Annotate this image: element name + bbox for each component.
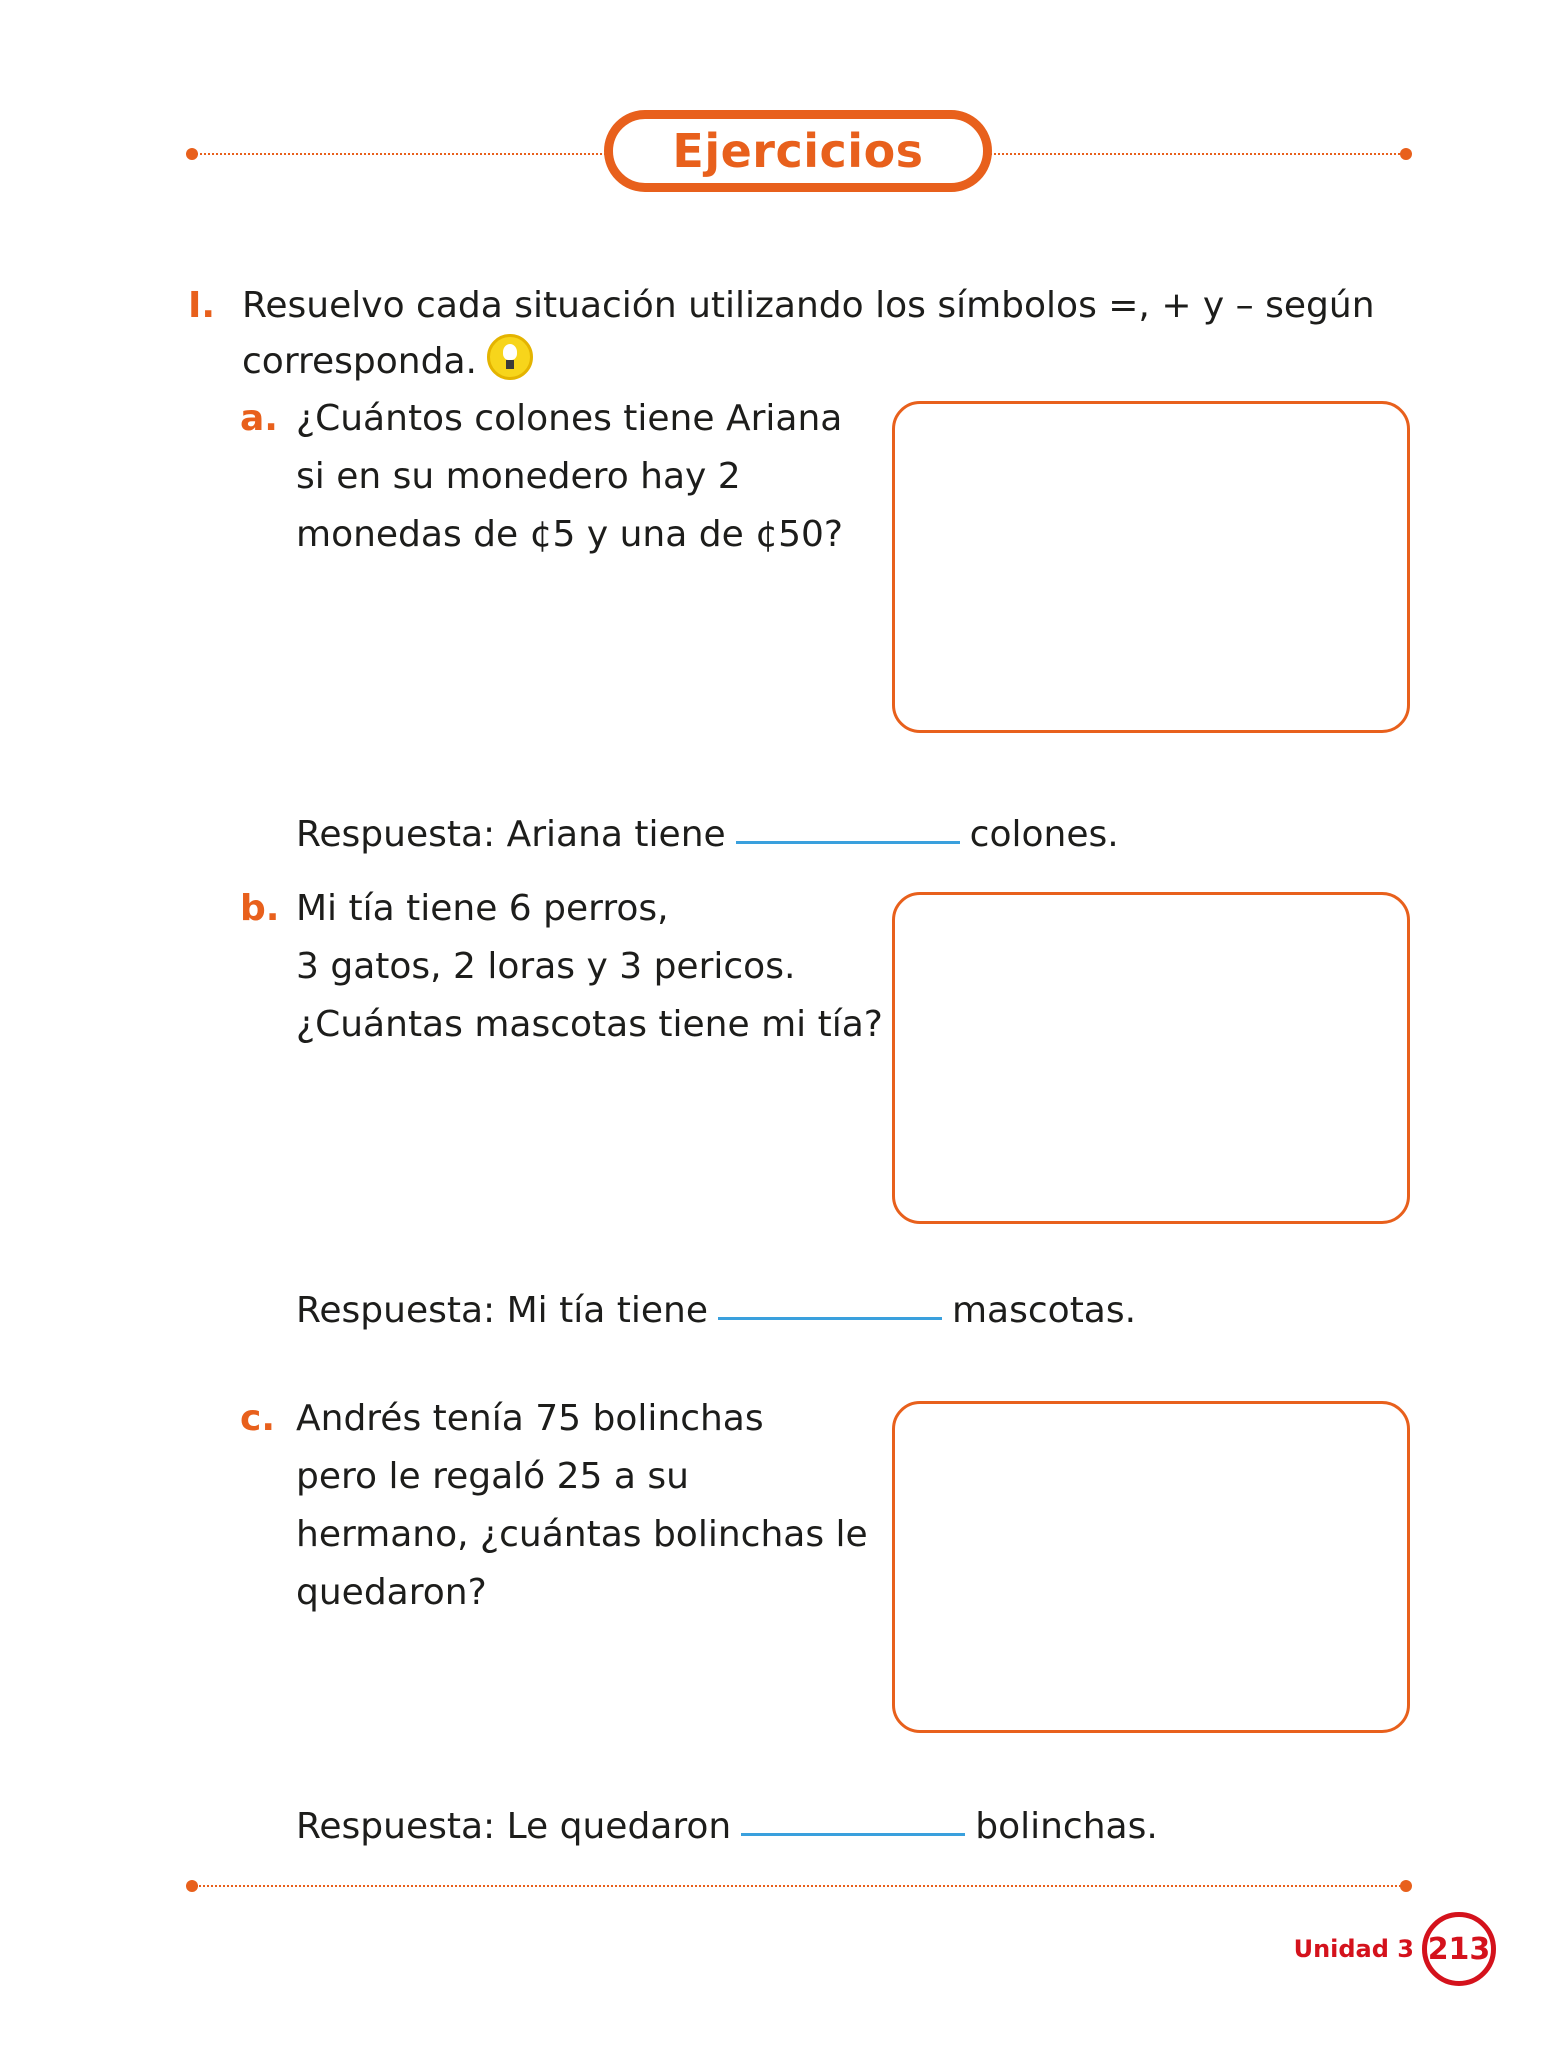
item-c-answer-box[interactable] (892, 1401, 1410, 1733)
item-a-answer-blank[interactable] (736, 841, 960, 844)
item-b-answer-suffix: mascotas. (951, 1290, 1137, 1331)
item-c-answer-blank[interactable] (741, 1833, 965, 1836)
section-title-pill (604, 110, 992, 192)
bottom-rule (196, 1885, 1404, 1887)
bottom-rule-dot-left (186, 1880, 198, 1892)
page-footer (1294, 1912, 1496, 1986)
item-c-line-4: quedaron? (296, 1572, 487, 1613)
bottom-rule-dot-right (1400, 1880, 1412, 1892)
top-rule-dot-left (186, 148, 198, 160)
item-c-answer-suffix: bolinchas. (975, 1806, 1158, 1847)
item-a-line-2: si en su monedero hay 2 (296, 456, 741, 497)
instruction-line-2: corresponda. (242, 341, 477, 382)
item-a-letter: a. (240, 398, 278, 439)
item-b-answer-blank[interactable] (718, 1317, 942, 1320)
page-number: 213 (1427, 1931, 1491, 1967)
item-b-answer-box[interactable] (892, 892, 1410, 1224)
exercise-number: I. (188, 285, 216, 326)
unit-label: Unidad 3 (1293, 1935, 1414, 1963)
item-b-line-2: 3 gatos, 2 loras y 3 pericos. (296, 946, 796, 987)
item-a-answer-suffix: colones. (969, 814, 1119, 855)
item-b-answer-row (296, 1282, 1136, 1340)
item-b-line-3: ¿Cuántas mascotas tiene mi tía? (296, 1004, 883, 1045)
top-rule-left (196, 153, 606, 155)
item-a-line-1: ¿Cuántos colones tiene Ariana (296, 398, 843, 439)
item-c-answer-row (296, 1798, 1158, 1856)
top-rule-right (990, 153, 1404, 155)
item-b-answer-prefix: Respuesta: Mi tía tiene (296, 1290, 708, 1331)
item-a-answer-prefix: Respuesta: Ariana tiene (296, 814, 726, 855)
section-title: Ejercicios (672, 124, 924, 178)
item-a-answer-box[interactable] (892, 401, 1410, 733)
item-c-letter: c. (240, 1398, 276, 1439)
item-a-line-3: monedas de ¢5 y una de ¢50? (296, 514, 844, 555)
instruction-line-2-wrap (242, 333, 533, 391)
item-c-answer-prefix: Respuesta: Le quedaron (296, 1806, 732, 1847)
item-c-line-2: pero le regaló 25 a su (296, 1456, 689, 1497)
item-b-letter: b. (240, 888, 280, 929)
top-rule-dot-right (1400, 148, 1412, 160)
item-c-line-3: hermano, ¿cuántas bolinchas le (296, 1514, 868, 1555)
item-a-answer-row (296, 806, 1119, 864)
lightbulb-icon (487, 334, 533, 380)
instruction-line-1: Resuelvo cada situación utilizando los símbolos =, + y – según (242, 285, 1375, 326)
page-number-badge (1422, 1912, 1496, 1986)
item-b-line-1: Mi tía tiene 6 perros, (296, 888, 669, 929)
item-c-line-1: Andrés tenía 75 bolinchas (296, 1398, 764, 1439)
